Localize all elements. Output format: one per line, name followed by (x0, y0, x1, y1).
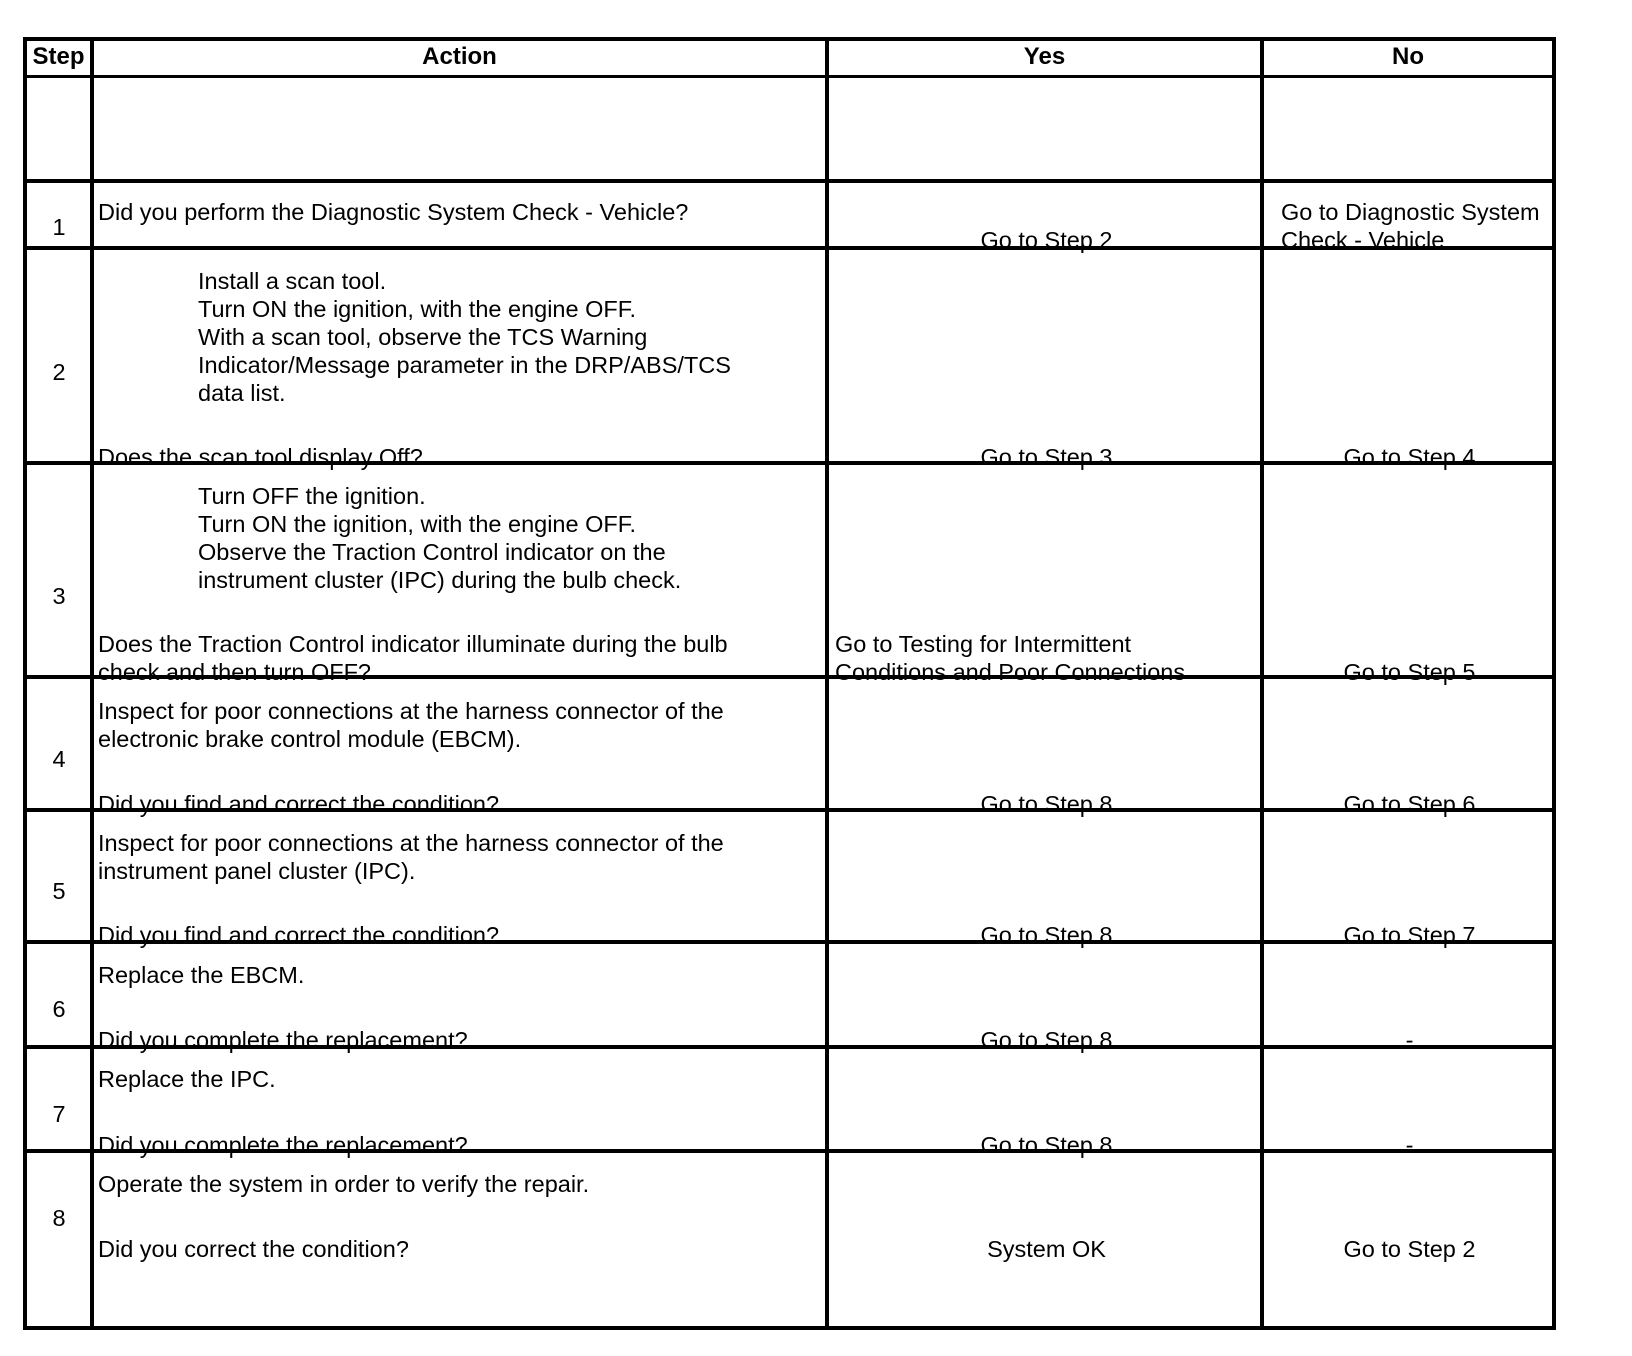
question-text: Did you find and correct the condition? (98, 791, 500, 817)
action-text: Inspect for poor connections at the harness connector of the (98, 698, 724, 724)
no-outcome: Go to Step 6 (1343, 791, 1476, 817)
step-number: 7 (52, 1101, 66, 1127)
step-number: 3 (52, 583, 66, 609)
action-text: Turn OFF the ignition. (198, 483, 426, 509)
step-number: 4 (52, 746, 66, 772)
header-no: No (1392, 43, 1424, 70)
action-text: instrument panel cluster (IPC). (98, 858, 416, 884)
row-divider (23, 179, 1556, 183)
action-text: data list. (198, 380, 286, 406)
column-divider (1260, 37, 1264, 1330)
no-outcome: Go to Step 7 (1343, 922, 1476, 948)
question-text: Did you complete the replacement? (98, 1027, 468, 1053)
yes-outcome: Go to Step 8 (980, 922, 1113, 948)
column-divider (825, 37, 829, 1330)
table-border-right (1552, 37, 1556, 1330)
table-border-top (23, 37, 1556, 41)
no-outcome: Go to Diagnostic System (1281, 199, 1540, 225)
no-outcome: - (1405, 1027, 1414, 1053)
action-text: With a scan tool, observe the TCS Warning (198, 324, 648, 350)
no-outcome: Go to Step 4 (1343, 444, 1476, 470)
action-text: Install a scan tool. (198, 268, 387, 294)
step-number: 2 (52, 359, 66, 385)
header-yes: Yes (1023, 43, 1066, 70)
action-text: Did you perform the Diagnostic System Check - Vehicle? (98, 199, 689, 225)
yes-outcome: Go to Step 2 (980, 227, 1113, 253)
yes-outcome: Go to Step 3 (980, 444, 1113, 470)
action-text: Turn ON the ignition, with the engine OFF. (198, 296, 637, 322)
question-text: Did you find and correct the condition? (98, 922, 500, 948)
no-outcome: Go to Step 2 (1343, 1236, 1476, 1262)
action-text: electronic brake control module (EBCM). (98, 726, 522, 752)
question-text: Did you correct the condition? (98, 1236, 409, 1262)
action-text: Replace the IPC. (98, 1066, 276, 1092)
question-text: Does the scan tool display Off? (98, 444, 423, 470)
step-number: 6 (52, 996, 66, 1022)
step-number: 1 (52, 214, 66, 240)
yes-outcome: System OK (987, 1236, 1106, 1262)
yes-outcome: Conditions and Poor Connections (835, 659, 1186, 685)
action-text: Inspect for poor connections at the harness connector of the (98, 830, 724, 856)
yes-outcome: Go to Step 8 (980, 1132, 1113, 1158)
step-number: 8 (52, 1205, 66, 1231)
action-text: Indicator/Message parameter in the DRP/ABS/TCS (198, 352, 731, 378)
header-step: Step (32, 43, 85, 70)
action-text: Turn ON the ignition, with the engine OFF. (198, 511, 637, 537)
diagnostic-table (23, 37, 1556, 1330)
no-outcome: Check - Vehicle (1281, 227, 1445, 253)
action-text: Observe the Traction Control indicator on the (198, 539, 666, 565)
action-text: Replace the EBCM. (98, 962, 305, 988)
header-divider (23, 75, 1556, 78)
yes-outcome: Go to Step 8 (980, 791, 1113, 817)
question-text: Did you complete the replacement? (98, 1132, 468, 1158)
yes-outcome: Go to Testing for Intermittent (835, 631, 1132, 657)
no-outcome: Go to Step 5 (1343, 659, 1476, 685)
question-text: check and then turn OFF? (98, 659, 372, 685)
no-outcome: - (1405, 1132, 1414, 1158)
action-text: Operate the system in order to verify the repair. (98, 1171, 590, 1197)
question-text: Does the Traction Control indicator illuminate during the bulb (98, 631, 728, 657)
yes-outcome: Go to Step 8 (980, 1027, 1113, 1053)
action-text: instrument cluster (IPC) during the bulb check. (198, 567, 682, 593)
table-border-bottom (23, 1326, 1556, 1330)
header-action: Action (422, 43, 497, 70)
step-number: 5 (52, 878, 66, 904)
